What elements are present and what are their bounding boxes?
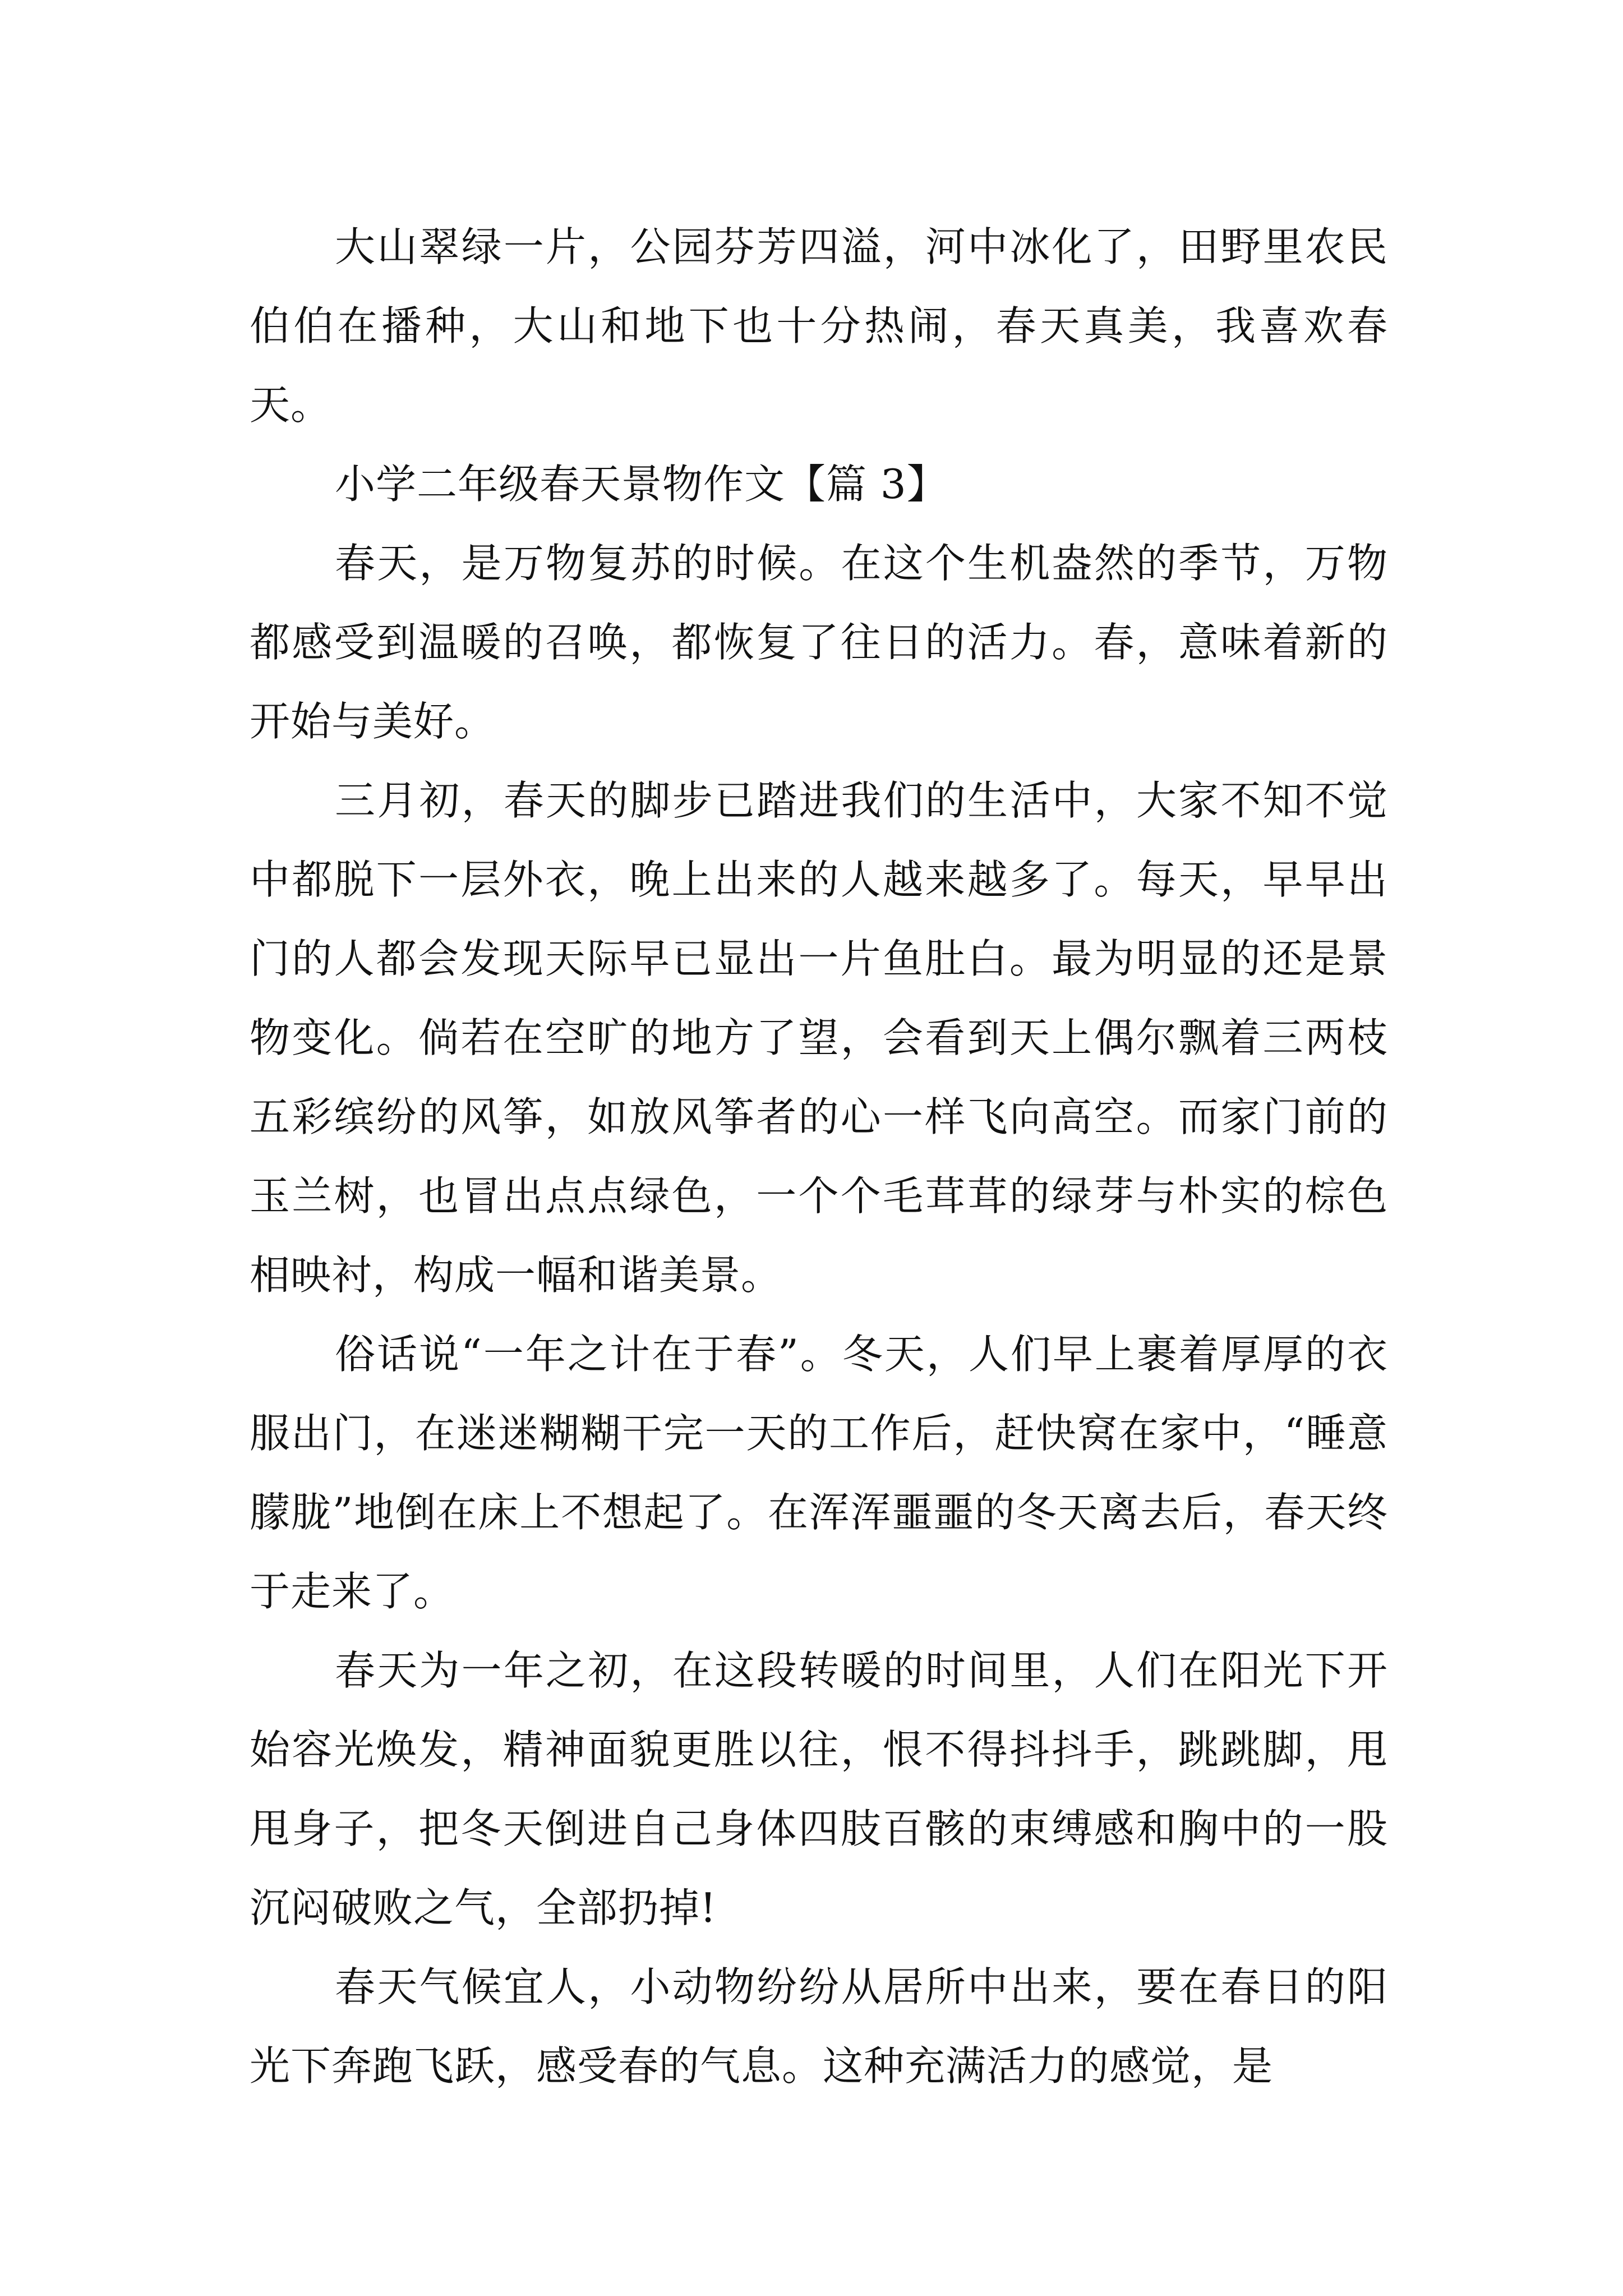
paragraph-intro-conclusion: 大山翠绿一片，公园芬芳四溢，河中冰化了，田野里农民伯伯在播种，大山和地下也十分热闹，春天真美，我喜欢春天。: [250, 223, 1388, 429]
section-heading: 小学二年级春天景物作文【篇 3】: [335, 461, 948, 508]
paragraph-4: 春天为一年之初，在这段转暖的时间里，人们在阳光下开始容光焕发，精神面貌更胜以往，恨不得抖抖手，跳跳脚，甩甩身子，把冬天倒进自己身体四肢百骸的束缚感和胸中的一股沉闷破败之气，全部扔掉!: [250, 1647, 1388, 1931]
document-body: [250, 208, 1388, 2106]
paragraph-2: 三月初，春天的脚步已踏进我们的生活中，大家不知不觉中都脱下一层外衣，晚上出来的人越来越多了。每天，早早出门的人都会发现天际早已显出一片鱼肚白。最为明显的还是景物变化。倘若在空旷的地方了望，会看到天上偶尔飘着三两枝五彩缤纷的风筝，如放风筝者的心一样飞向高空。而家门前的玉兰树，也冒出点点绿色，一个个毛茸茸的绿芽与朴实的棕色相映衬，构成一幅和谐美景。: [250, 777, 1388, 1299]
paragraph-1: 春天，是万物复苏的时候。在这个生机盎然的季节，万物都感受到温暖的召唤，都恢复了往日的活力。春，意味着新的开始与美好。: [250, 540, 1388, 745]
paragraph-3: 俗话说“一年之计在于春”。冬天，人们早上裹着厚厚的衣服出门，在迷迷糊糊干完一天的工作后，赶快窝在家中，“睡意朦胧”地倒在床上不想起了。在浑浑噩噩的冬天离去后，春天终于走来了。: [250, 1331, 1388, 1615]
paragraph-5: 春天气候宜人，小动物纷纷从居所中出来，要在春日的阳光下奔跑飞跃，感受春的气息。这种充满活力的感觉，是: [250, 1963, 1388, 2090]
